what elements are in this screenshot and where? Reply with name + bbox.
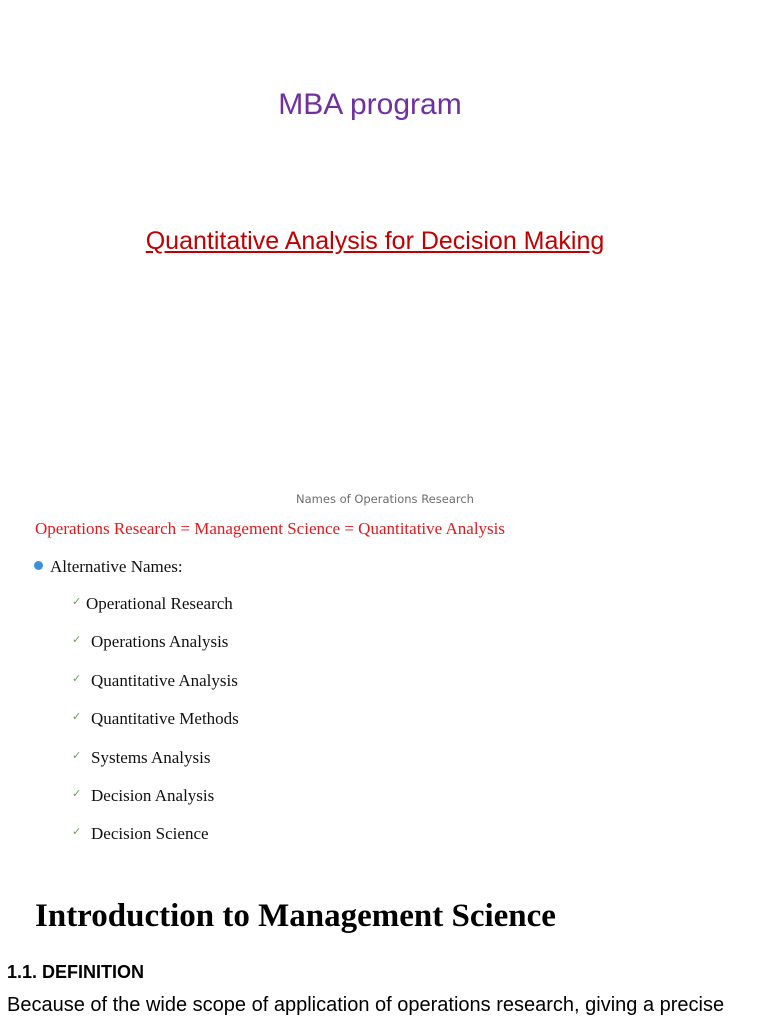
definition-paragraph: Because of the wide scope of application of operations research, giving a precise: [7, 994, 725, 1016]
equivalence-statement: Operations Research = Management Science = Quantitative Analysis: [35, 519, 506, 538]
list-item: [72, 671, 239, 709]
check-icon: ✓: [72, 596, 82, 608]
list-item-label: Quantitative Methods: [91, 709, 239, 729]
alternative-names-list: [72, 594, 239, 863]
list-item-label: Operational Research: [86, 594, 233, 613]
check-icon: ✓: [72, 634, 82, 647]
subsection-heading: 1.1. DEFINITION: [7, 962, 145, 982]
section-heading: Introduction to Management Science: [35, 898, 556, 934]
program-title: MBA program: [278, 88, 462, 121]
list-item: [72, 632, 239, 670]
check-icon: ✓: [72, 672, 82, 685]
check-icon: ✓: [72, 826, 82, 839]
alternative-names-label: Alternative Names:: [50, 557, 183, 576]
check-icon: ✓: [72, 711, 82, 724]
list-item-label: Decision Analysis: [91, 785, 215, 805]
list-item: [72, 594, 239, 632]
course-title: Quantitative Analysis for Decision Making: [145, 227, 605, 255]
check-icon: ✓: [72, 787, 82, 800]
list-item: [72, 824, 239, 862]
list-item-label: Operations Analysis: [91, 632, 229, 652]
list-item: [72, 709, 239, 747]
bullet-dot-icon: [34, 561, 43, 570]
slide-caption: Names of Operations Research: [296, 492, 474, 506]
check-icon: ✓: [72, 749, 82, 762]
list-item-label: Quantitative Analysis: [91, 670, 238, 690]
list-item: [72, 748, 239, 786]
list-item-label: Decision Science: [91, 824, 209, 844]
alternative-names-bullet: [34, 557, 183, 577]
list-item-label: Systems Analysis: [91, 747, 211, 767]
list-item: [72, 786, 239, 824]
